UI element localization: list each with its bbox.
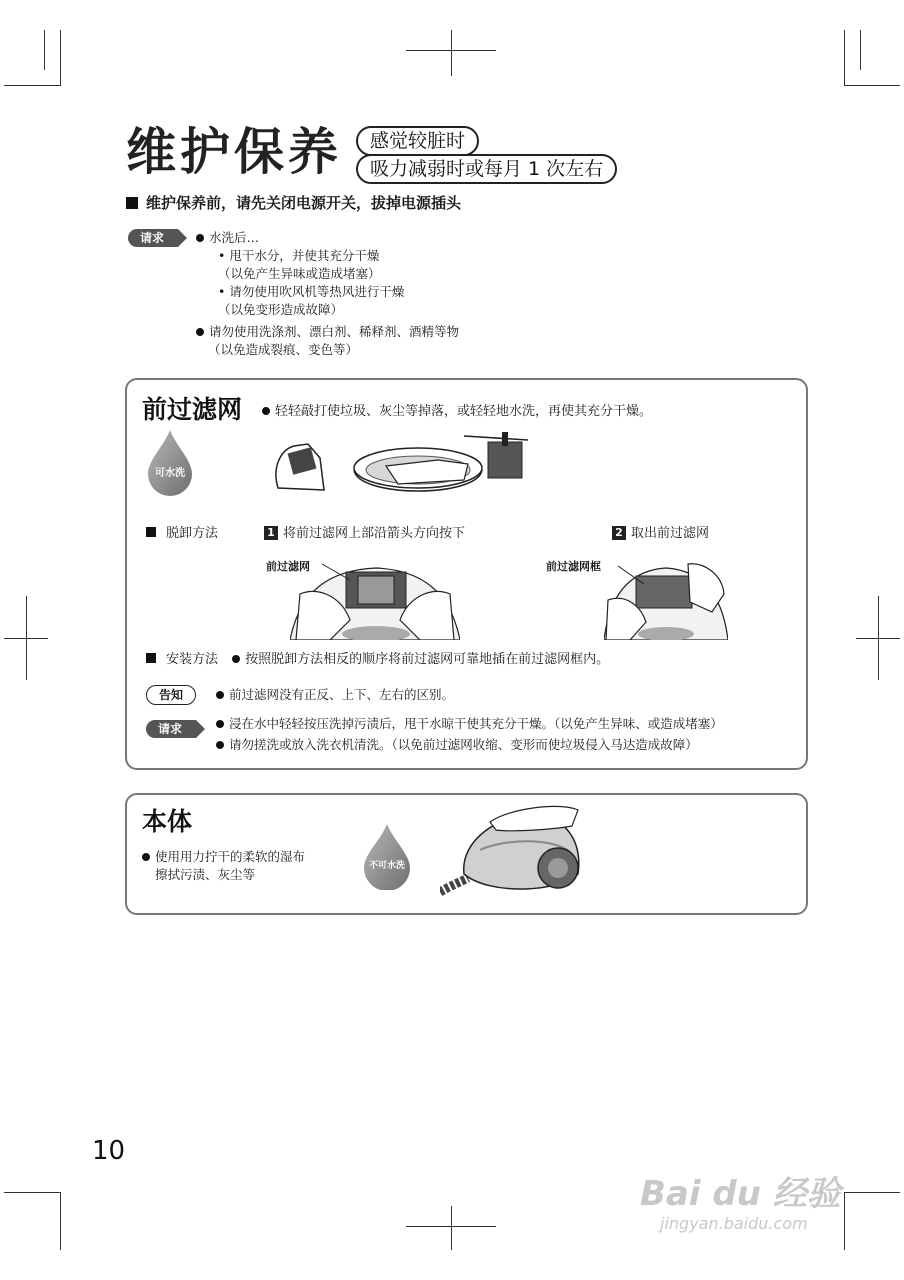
step-1-text: 将前过滤网上部沿箭头方向按下 <box>283 526 466 541</box>
step-1-number: 1 <box>264 526 278 540</box>
panel-request-item: 请勿搓洗或放入洗衣机清洗。（以免前过滤网收缩、变形而使垃圾侵入马达造成故障） <box>229 737 698 752</box>
request-subitem-note: （以免变形造成故障） <box>218 302 344 317</box>
bullet-icon <box>142 853 150 861</box>
bullet-icon <box>196 234 204 242</box>
vacuum-illustration <box>440 800 590 904</box>
step-2-illustration <box>604 550 728 640</box>
watermark-url: jingyan.baidu.com <box>660 1214 808 1233</box>
request-item: 请勿使用洗涤剂、漂白剂、稀释剂、酒精等物 <box>209 324 460 339</box>
step-1 <box>264 524 465 544</box>
step-2-number: 2 <box>612 526 626 540</box>
bullet-icon <box>196 328 204 336</box>
drying-line <box>464 436 528 440</box>
panel-request-item: 浸在水中轻轻按压洗掉污渍后，甩干水晾干使其充分干燥。（以免产生异味、或造成堵塞） <box>229 716 723 731</box>
notice-badge: 告知 <box>146 685 196 705</box>
request-badge-2: 请求 <box>146 720 196 738</box>
remove-method-label: 脱卸方法 <box>166 526 219 541</box>
install-method-label: 安装方法 <box>166 652 219 667</box>
safety-notice-text: 维护保养前，请先关闭电源开关，拔掉电源插头 <box>146 194 462 212</box>
bullet-icon <box>262 407 270 415</box>
step-2-text: 取出前过滤网 <box>631 526 710 541</box>
notice-text-content: 前过滤网没有正反、上下、左右的区别。 <box>229 687 455 702</box>
install-method-desc: 按照脱卸方法相反的顺序将前过滤网可靠地插在前过滤网框内。 <box>245 652 610 667</box>
callout-front-filter: 前过滤网 <box>266 560 310 573</box>
washable-drop-icon <box>146 428 194 496</box>
square-bullet-icon <box>146 653 156 663</box>
square-bullet-icon <box>126 197 138 209</box>
request-subitem: • 甩干水分，并使其充分干燥 <box>218 248 380 263</box>
condition-tag-monthly: 吸力减弱时或每月 1 次左右 <box>356 154 617 184</box>
front-filter-desc-text: 轻轻敲打使垃圾、灰尘等掉落，或轻轻地水洗，再使其充分干燥。 <box>275 404 653 419</box>
request-item-note: （以免造成裂痕、变色等） <box>208 342 359 357</box>
safety-notice <box>126 192 461 213</box>
watermark-brand: Bai du 经验 <box>640 1174 841 1214</box>
washing-illustration <box>268 428 528 512</box>
page-number: 10 <box>92 1136 126 1166</box>
not-washable-drop-icon <box>362 822 412 890</box>
step-2 <box>612 524 709 544</box>
not-washable-label: 不可水洗 <box>368 861 405 871</box>
panel-request-list <box>216 715 723 754</box>
square-bullet-icon <box>146 527 156 537</box>
clothespin <box>502 432 508 446</box>
bullet-icon <box>216 720 224 728</box>
page-title: 维护保养 <box>126 123 342 181</box>
body-desc-line1: 使用用力拧干的柔软的湿布 <box>155 849 306 864</box>
callout-front-filter-frame: 前过滤网框 <box>546 560 601 573</box>
bullet-icon <box>216 691 224 699</box>
step-1-illustration <box>290 550 460 640</box>
body-desc-line2: 擦拭污渍、灰尘等 <box>155 867 256 882</box>
bullet-icon <box>216 741 224 749</box>
install-method <box>146 650 609 670</box>
request-subitem: • 请勿使用吹风机等热风进行干燥 <box>218 284 405 299</box>
request-badge: 请求 <box>128 229 178 247</box>
request-subitem-note: （以免产生异味或造成堵塞） <box>218 266 381 281</box>
request-list <box>196 229 459 359</box>
body-desc <box>142 848 305 884</box>
remove-method-heading <box>146 524 218 544</box>
notice-text <box>216 686 454 704</box>
bullet-icon <box>232 655 240 663</box>
body-title: 本体 <box>142 807 193 836</box>
condition-tag-dirty: 感觉较脏时 <box>356 126 479 156</box>
request-item: 水洗后… <box>209 230 260 245</box>
front-filter-desc <box>262 402 652 422</box>
washable-label: 可水洗 <box>155 468 185 479</box>
front-filter-title: 前过滤网 <box>142 395 243 424</box>
hanging-filter <box>488 442 522 478</box>
